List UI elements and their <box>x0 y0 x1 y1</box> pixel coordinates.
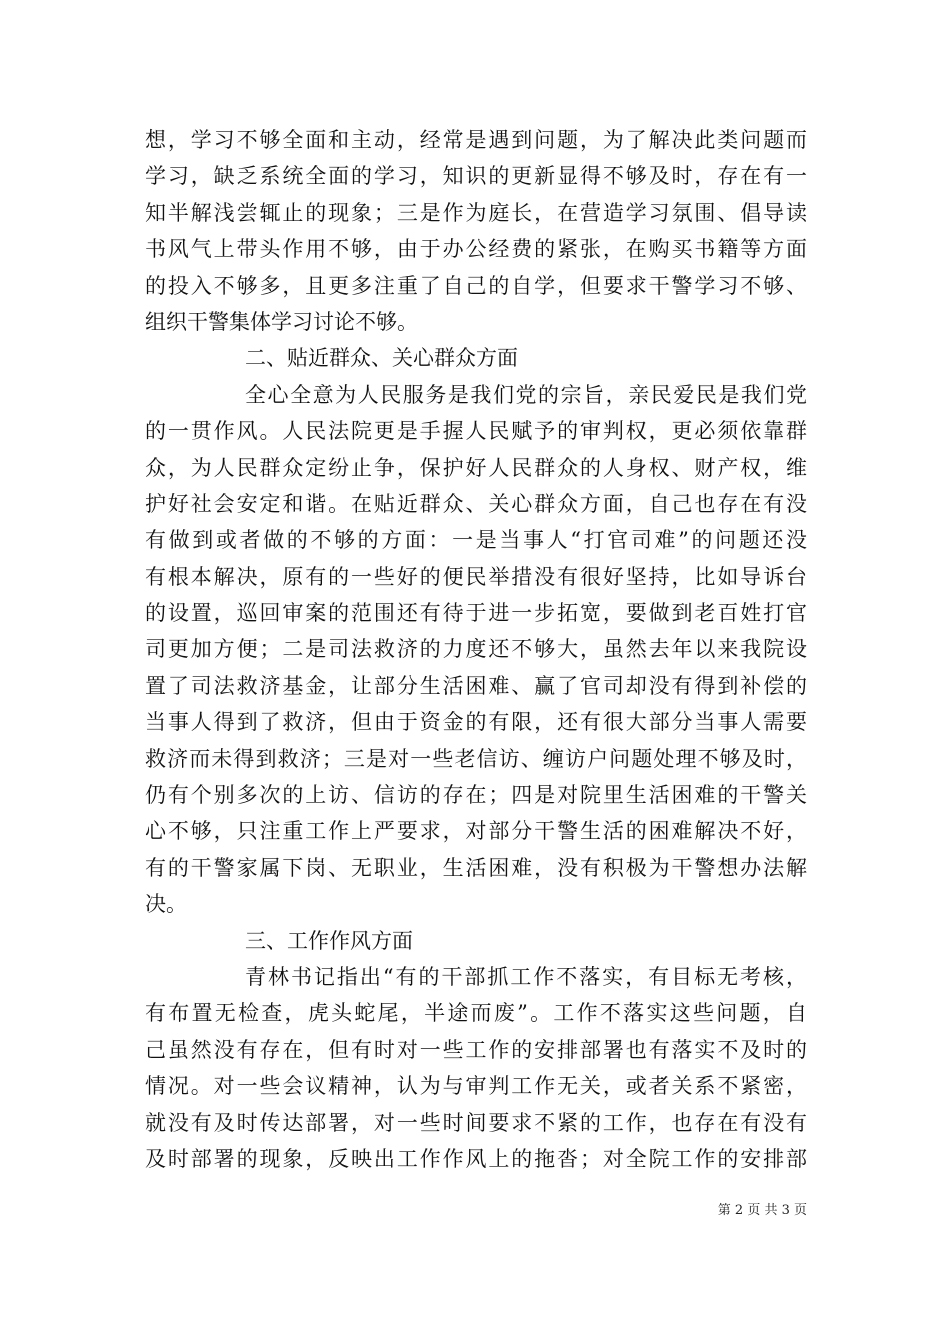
text-line: 的一贯作风。人民法院更是手握人民赋予的审判权，更必须依靠群 <box>145 419 807 444</box>
text-line: 救济而未得到救济；三是对一些老信访、缠访户问题处理不够及时， <box>145 746 807 771</box>
text-line: 书风气上带头作用不够，由于办公经费的紧张，在购买书籍等方面 <box>145 237 807 262</box>
text-line: 心不够，只注重工作上严要求，对部分干警生活的困难解决不好， <box>145 819 807 844</box>
text-line: 仍有个别多次的上访、信访的存在；四是对院里生活困难的干警关 <box>145 783 807 808</box>
text-line: 情况。对一些会议精神，认为与审判工作无关，或者关系不紧密， <box>145 1074 807 1099</box>
text-line: 当事人得到了救济，但由于资金的有限，还有很大部分当事人需要 <box>145 710 807 735</box>
text-line: 置了司法救济基金，让部分生活困难、赢了官司却没有得到补偿的 <box>145 673 807 698</box>
paragraph-first-line: 青林书记指出“有的干部抓工作不落实，有目标无考核， <box>245 964 807 989</box>
text-line: 想，学习不够全面和主动，经常是遇到问题，为了解决此类问题而 <box>145 128 807 152</box>
text-line: 众，为人民群众定纷止争，保护好人民群众的人身权、财产权，维 <box>145 455 807 480</box>
text-line: 及时部署的现象，反映出工作作风上的拖沓；对全院工作的安排部 <box>145 1146 807 1171</box>
text-line: 有根本解决，原有的一些好的便民举措没有很好坚持，比如导诉台 <box>145 564 807 589</box>
text-line: 有布置无检查，虎头蛇尾，半途而废”。工作不落实这些问题，自 <box>145 1001 807 1026</box>
text-line: 有做到或者做的不够的方面：一是当事人“打官司难”的问题还没 <box>145 528 807 553</box>
text-line: 己虽然没有存在，但有时对一些工作的安排部署也有落实不及时的 <box>145 1037 807 1062</box>
text-line: 的设置，巡回审案的范围还有待于进一步拓宽，要做到老百姓打官 <box>145 601 807 626</box>
text-line: 的投入不够多，且更多注重了自己的自学，但要求干警学习不够、 <box>145 273 807 298</box>
section-heading: 二、贴近群众、关心群众方面 <box>245 346 518 371</box>
text-line: 就没有及时传达部署，对一些时间要求不紧的工作，也存在有没有 <box>145 1110 807 1135</box>
text-line: 决。 <box>145 892 187 917</box>
body-text <box>145 122 807 1177</box>
text-line: 学习，缺乏系统全面的学习，知识的更新显得不够及时，存在有一 <box>145 164 807 189</box>
page-number: 第 2 页 共 3 页 <box>717 1203 807 1218</box>
text-line: 司更加方便；二是司法救济的力度还不够大，虽然去年以来我院设 <box>145 637 807 662</box>
text-line: 有的干警家属下岗、无职业，生活困难，没有积极为干警想办法解 <box>145 855 807 880</box>
paragraph-first-line: 全心全意为人民服务是我们党的宗旨，亲民爱民是我们党 <box>245 382 807 407</box>
text-line: 知半解浅尝辄止的现象；三是作为庭长，在营造学习氛围、倡导读 <box>145 200 807 225</box>
text-line: 护好社会安定和谐。在贴近群众、关心群众方面，自己也存在有没 <box>145 491 807 516</box>
section-heading: 三、工作作风方面 <box>245 928 413 953</box>
text-line: 组织干警集体学习讨论不够。 <box>145 309 418 334</box>
